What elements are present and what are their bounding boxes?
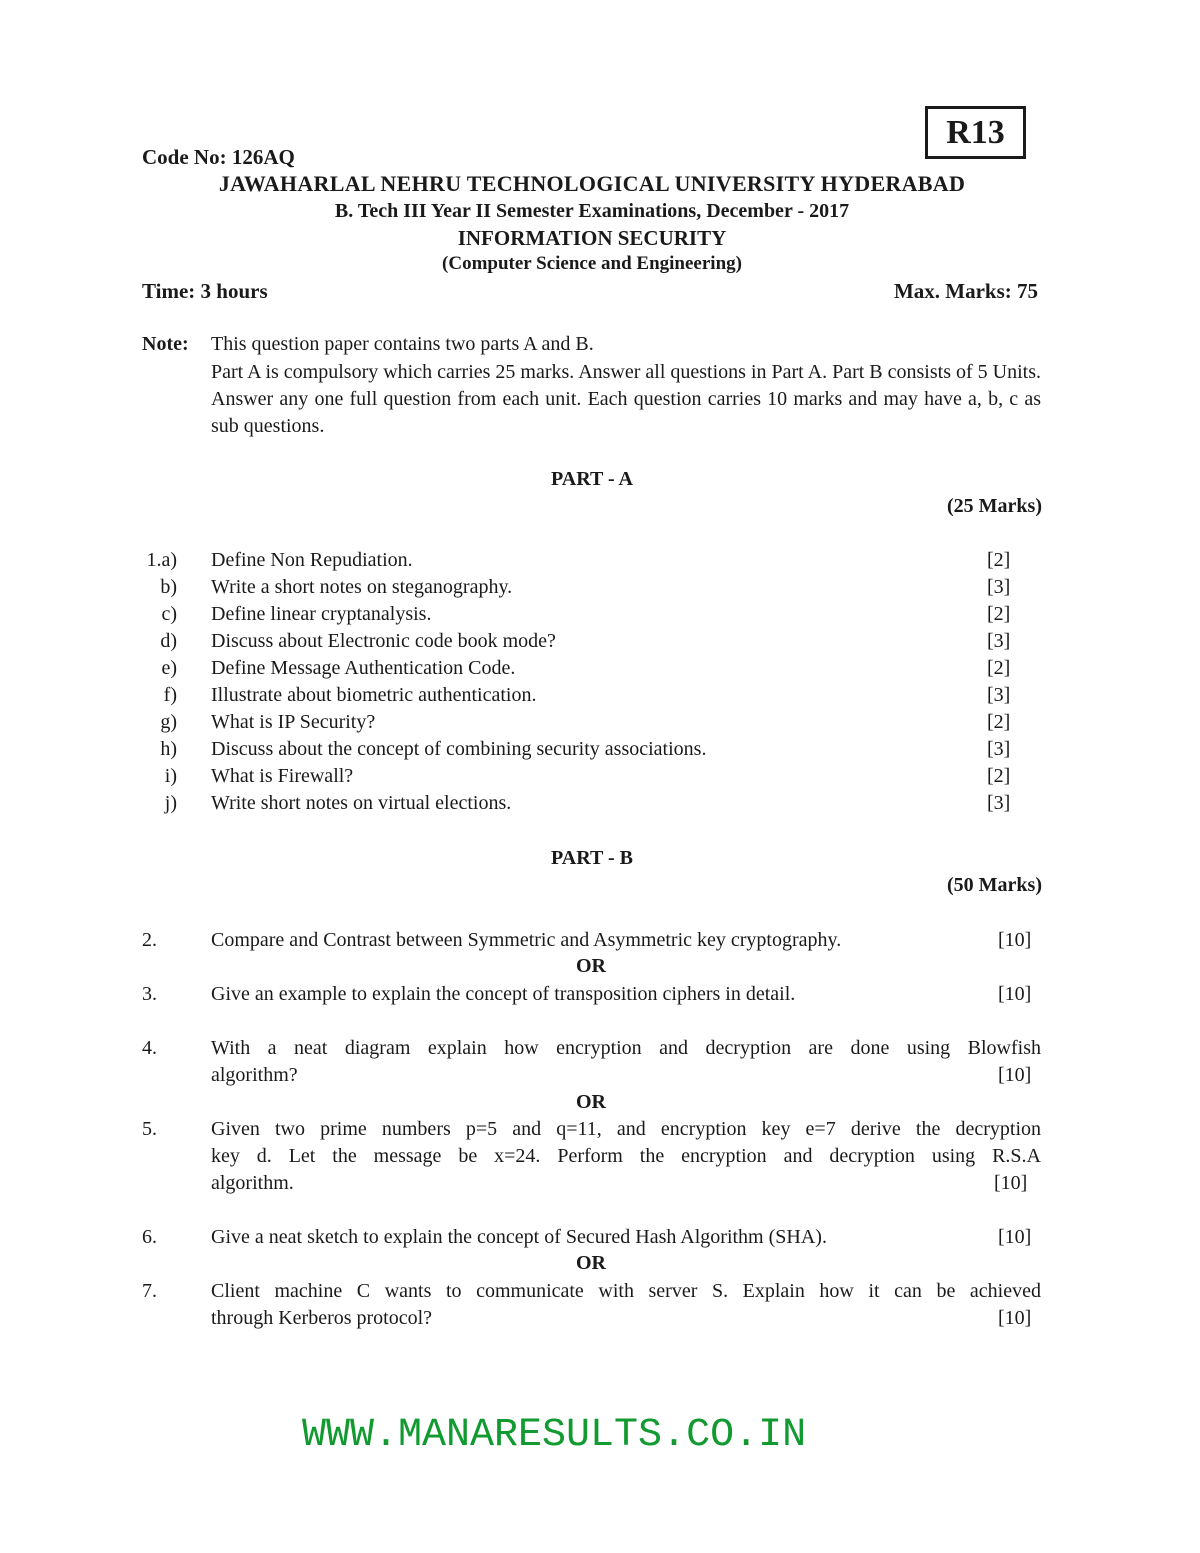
question-marks: [10] xyxy=(998,1226,1032,1248)
question-text: Define linear cryptanalysis. xyxy=(211,603,432,625)
question-text: Define Message Authentication Code. xyxy=(211,657,516,679)
question-marks: [3] xyxy=(987,576,1011,598)
note-line-2: Part A is compulsory which carries 25 marks. Answer all questions in Part A. Part B consists of 5 Units. Answer any one full question from each unit. Each question carries 10 marks and may have a, b, c as sub questions. xyxy=(211,361,1041,437)
question-text: Define Non Repudiation. xyxy=(211,549,413,571)
question-number: 4. xyxy=(142,1037,157,1059)
question-number: j) xyxy=(164,792,177,814)
subject-title: INFORMATION SECURITY xyxy=(457,226,727,250)
part-a-title: PART - A xyxy=(551,468,633,490)
or-separator: OR xyxy=(576,1252,606,1274)
question-text: Illustrate about biometric authentication. xyxy=(211,684,537,706)
or-separator: OR xyxy=(576,1091,606,1113)
question-number: 5. xyxy=(142,1118,157,1140)
question-marks: [2] xyxy=(987,765,1011,787)
question-number: f) xyxy=(163,684,177,706)
question-text: algorithm? xyxy=(211,1064,298,1086)
question-marks: [3] xyxy=(987,630,1011,652)
question-text: Give a neat sketch to explain the concept of Secured Hash Algorithm (SHA). xyxy=(211,1226,827,1248)
question-marks: [10] xyxy=(998,983,1032,1005)
part-b-title: PART - B xyxy=(551,847,633,869)
question-number: e) xyxy=(161,657,177,679)
exam-time: Time: 3 hours xyxy=(142,279,268,303)
question-text: algorithm. xyxy=(211,1172,294,1194)
question-text: Given two prime numbers p=5 and q=11, and encryption key e=7 derive the decryption xyxy=(211,1118,1041,1140)
question-text: What is IP Security? xyxy=(211,711,376,733)
or-separator: OR xyxy=(576,955,606,977)
question-marks: [2] xyxy=(987,711,1011,733)
note-line-1: This question paper contains two parts A and B. xyxy=(211,333,594,355)
question-marks: [3] xyxy=(987,684,1011,706)
exam-title: B. Tech III Year II Semester Examinations, December - 2017 xyxy=(334,200,850,222)
note-label: Note: xyxy=(142,333,189,355)
question-number: d) xyxy=(160,630,177,652)
question-text: Compare and Contrast between Symmetric and Asymmetric key cryptography. xyxy=(211,929,842,951)
question-number: 1.a) xyxy=(146,549,177,571)
question-text: Write short notes on virtual elections. xyxy=(211,792,512,814)
regulation-box: R13 xyxy=(925,106,1026,159)
part-a-marks: (25 Marks) xyxy=(947,495,1042,517)
question-text: key d. Let the message be x=24. Perform the encryption and decryption using R.S.A xyxy=(211,1145,1041,1167)
part-b-marks: (50 Marks) xyxy=(947,874,1042,896)
question-text: through Kerberos protocol? xyxy=(211,1307,433,1329)
question-number: 6. xyxy=(142,1226,157,1248)
question-text: Write a short notes on steganography. xyxy=(211,576,513,598)
code-number: Code No: 126AQ xyxy=(142,145,295,169)
question-number: c) xyxy=(161,603,177,625)
question-number: i) xyxy=(164,765,177,787)
footer-website: WWW.MANARESULTS.CO.IN xyxy=(302,1413,807,1458)
question-text: Discuss about the concept of combining security associations. xyxy=(211,738,707,760)
question-marks: [10] xyxy=(998,1064,1032,1086)
question-marks: [3] xyxy=(987,792,1011,814)
question-number: g) xyxy=(160,711,177,733)
question-text: With a neat diagram explain how encryption and decryption are done using Blowfish xyxy=(211,1037,1041,1059)
question-number: b) xyxy=(160,576,177,598)
question-number: 7. xyxy=(142,1280,157,1302)
question-marks: [2] xyxy=(987,657,1011,679)
question-marks: [10] xyxy=(998,929,1032,951)
question-number: 2. xyxy=(142,929,157,951)
max-marks: Max. Marks: 75 xyxy=(893,279,1038,303)
question-text: Give an example to explain the concept of transposition ciphers in detail. xyxy=(211,983,796,1005)
question-marks: [10] xyxy=(998,1307,1032,1329)
question-text: Client machine C wants to communicate with server S. Explain how it can be achieved xyxy=(211,1280,1041,1302)
university-name: JAWAHARLAL NEHRU TECHNOLOGICAL UNIVERSITY HYDERABAD xyxy=(218,171,966,196)
branch-title: (Computer Science and Engineering) xyxy=(442,253,742,274)
question-marks: [2] xyxy=(987,549,1011,571)
question-number: 3. xyxy=(142,983,157,1005)
question-text: Discuss about Electronic code book mode? xyxy=(211,630,556,652)
question-text: What is Firewall? xyxy=(211,765,354,787)
question-marks: [3] xyxy=(987,738,1011,760)
question-marks: [2] xyxy=(987,603,1011,625)
question-number: h) xyxy=(160,738,177,760)
question-marks: [10] xyxy=(994,1172,1028,1194)
